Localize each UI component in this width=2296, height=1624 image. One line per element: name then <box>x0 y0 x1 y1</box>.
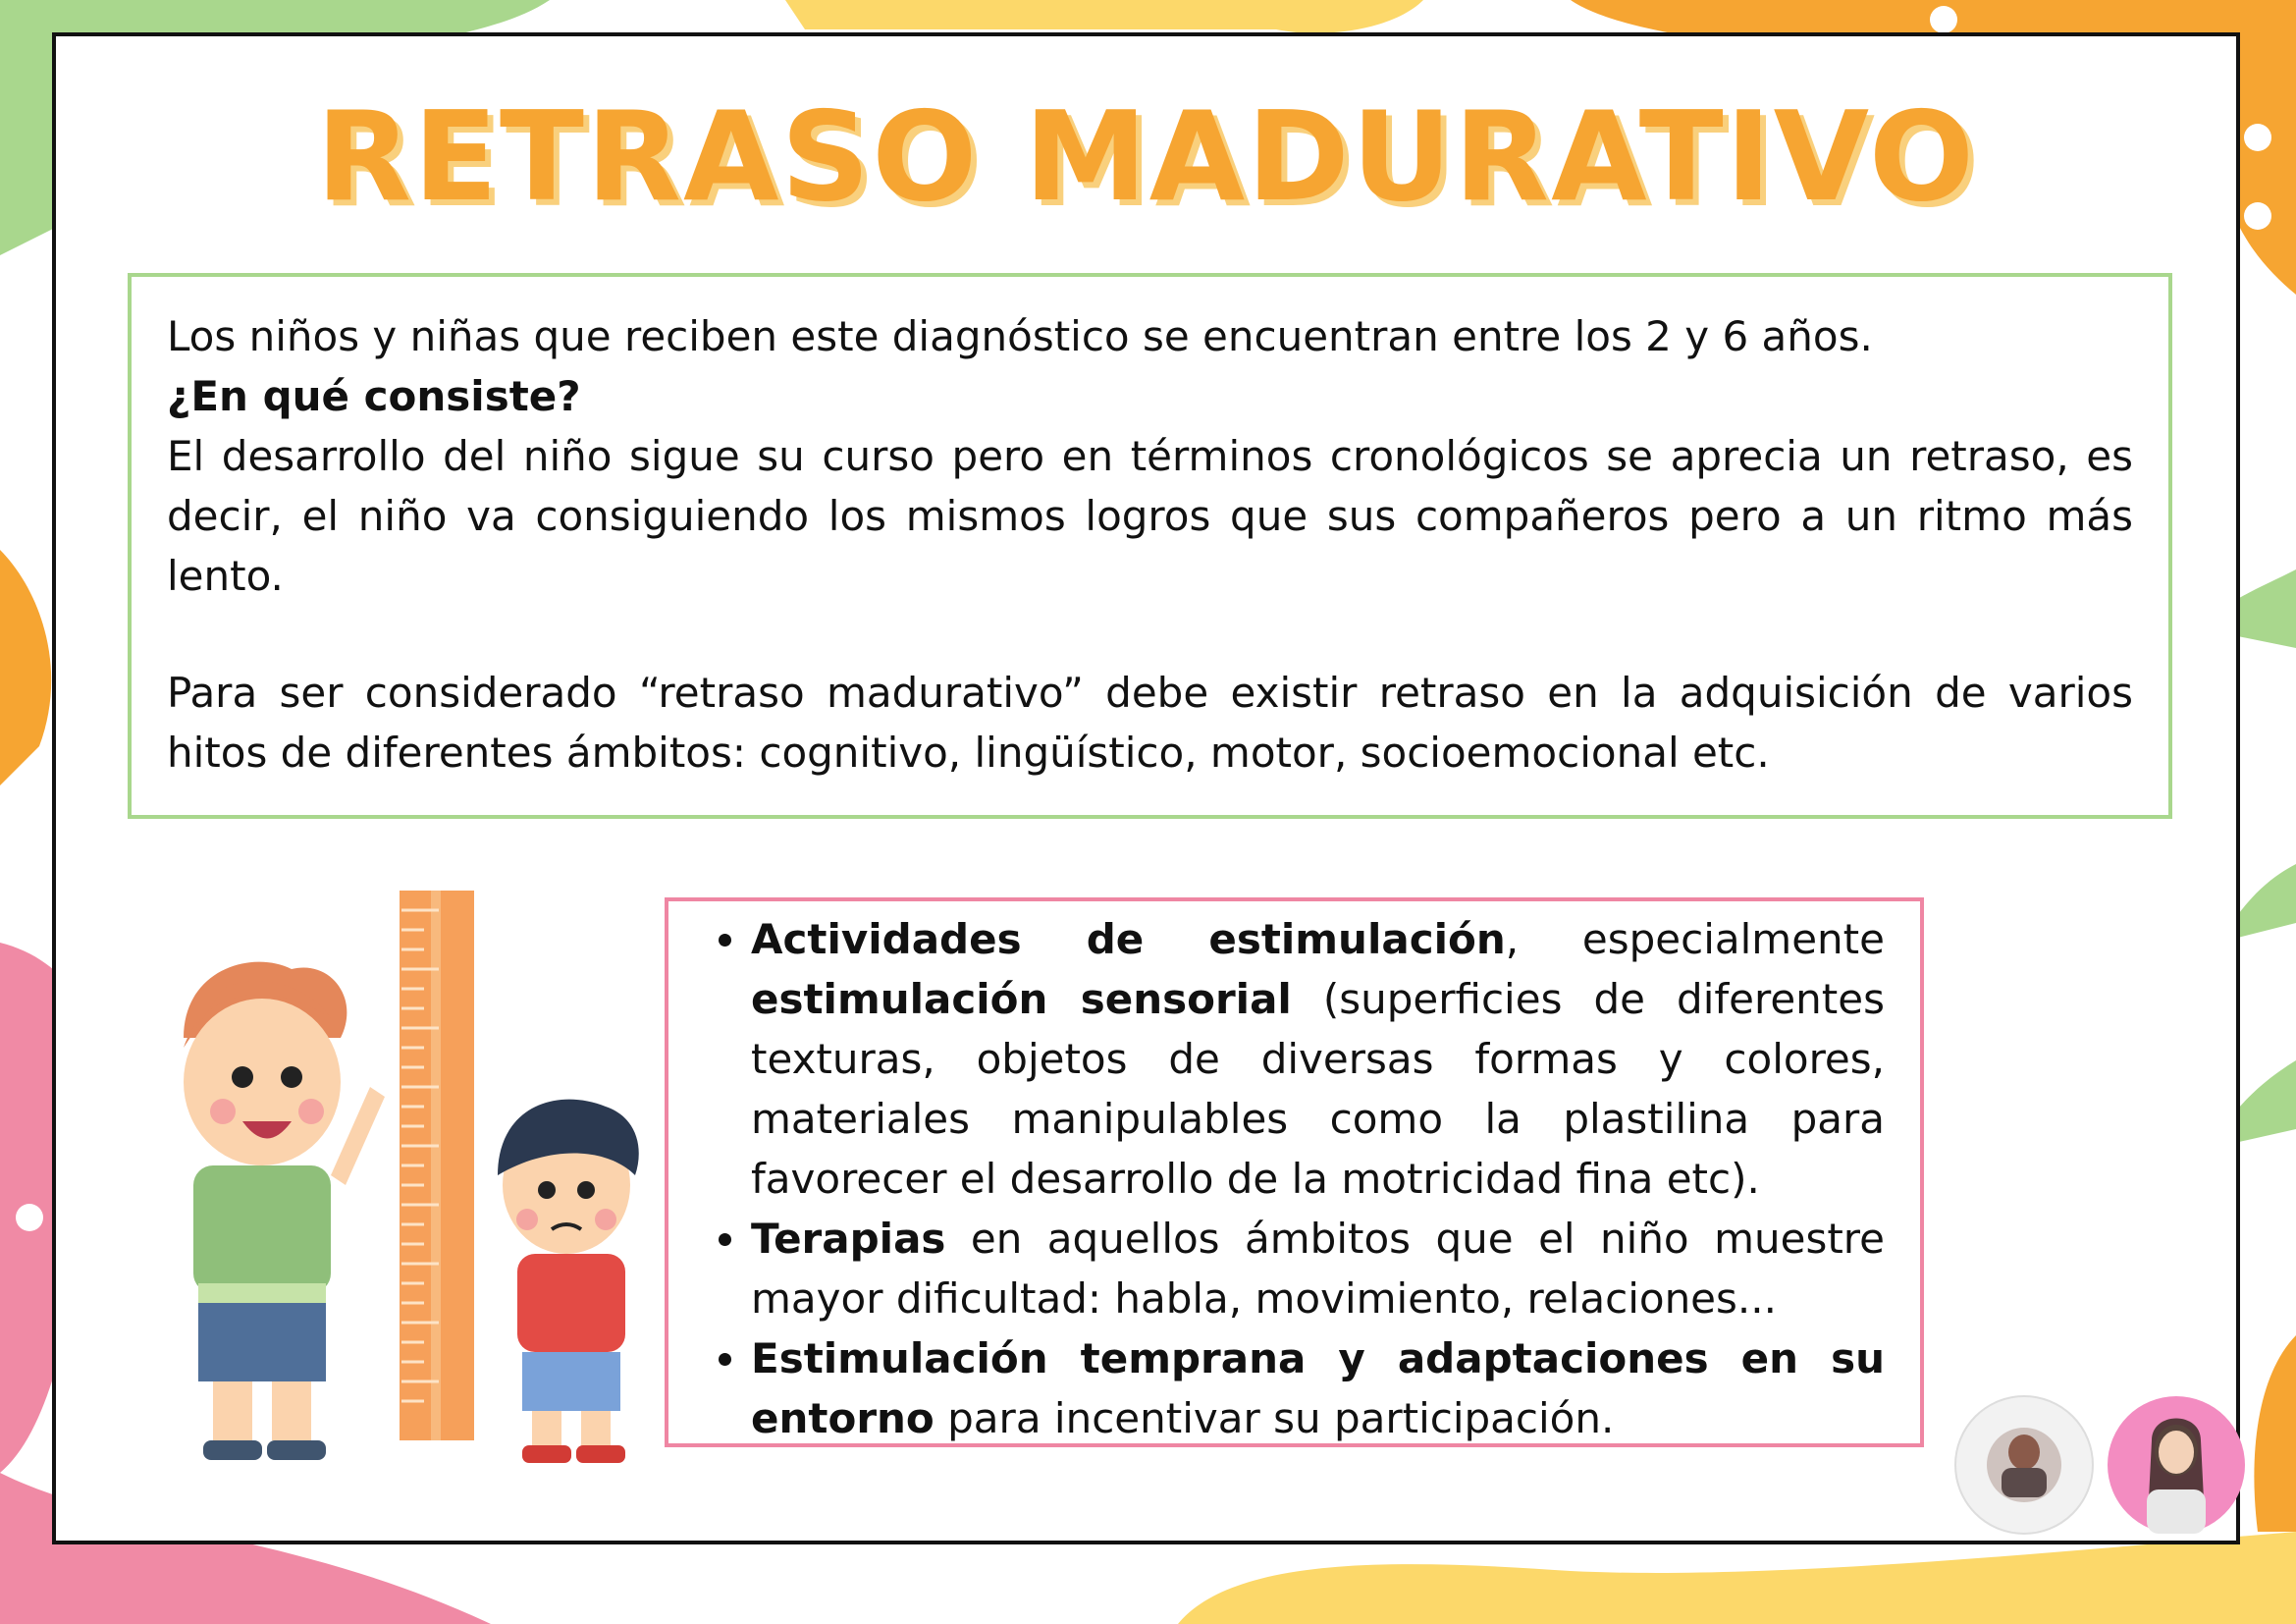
tip-item: • Terapias en aquellos ámbitos que el niño muestre mayor dificultad: habla, movimiento, relaciones... <box>751 1209 1885 1328</box>
ruler-illustration <box>400 891 474 1440</box>
content-card <box>52 32 2240 1544</box>
short-boy-illustration <box>498 1100 639 1463</box>
children-measuring-illustration <box>144 891 694 1480</box>
author-logos <box>1950 1391 2255 1539</box>
tips-box <box>665 897 1924 1447</box>
tall-boy-illustration <box>184 962 385 1460</box>
tips-list <box>704 909 1885 1448</box>
intro-question: ¿En qué consiste? <box>167 372 581 420</box>
author-logo-2 <box>2108 1396 2245 1534</box>
intro-box <box>128 273 2172 819</box>
intro-paragraph-2: Para ser considerado “retraso madurativo” debe existir retraso en la adquisición de varios hitos de diferentes ámbitos: cognitivo, lingüístico, motor, socioemocional etc. <box>167 669 2133 777</box>
intro-paragraph-1: El desarrollo del niño sigue su curso pero en términos cronológicos se aprecia un retraso, es decir, el niño va consiguiendo los mismos logros que sus compañeros pero a un ritmo más lento. <box>167 432 2133 600</box>
tip-item: • Actividades de estimulación, especialmente estimulación sensorial (superficies de diferentes texturas, objetos de diversas formas y colores, materiales manipulables como la plastilina para favorecer el desarrollo de la motricidad fina etc). <box>751 909 1885 1209</box>
tip-item: • Estimulación temprana y adaptaciones en su entorno para incentivar su participación. <box>751 1328 1885 1448</box>
page-title: RETRASO MADURATIVO <box>315 84 1977 229</box>
intro-line: Los niños y niñas que reciben este diagnóstico se encuentran entre los 2 y 6 años. <box>167 312 1873 360</box>
author-logo-1 <box>1955 1396 2093 1534</box>
